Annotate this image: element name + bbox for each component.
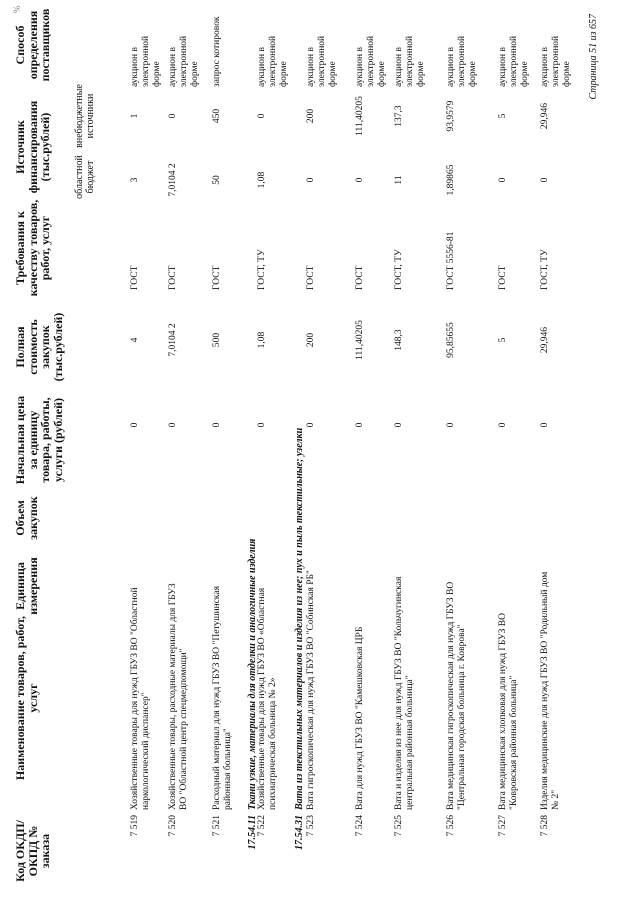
cell-regional: 0	[498, 177, 508, 183]
group-code: 17.54.31	[294, 815, 305, 850]
cell-total: 1,08	[257, 331, 267, 349]
order-code: 7 528	[540, 815, 550, 837]
procurement-method: аукцион в электронной форме	[130, 35, 162, 87]
cell-regional: 0	[355, 177, 365, 183]
cell-regional: 0	[540, 177, 550, 183]
header-total: Полная стоимость закупок (тыс.рублей)	[13, 312, 65, 382]
order-code: 7 523	[306, 815, 316, 837]
item-name: Хозяйственные товары для нужд ГБУЗ ВО "Областной наркологический диспансер"	[130, 587, 151, 810]
header-source-extra: внебюджетные источники	[74, 84, 96, 148]
quality-requirement: ГОСТ 5556-81	[446, 231, 456, 290]
cell-total: 7,0104 2	[168, 323, 178, 357]
order-code: 7 526	[446, 815, 456, 837]
quality-requirement: ГОСТ	[130, 265, 140, 290]
order-code: 7 519	[130, 815, 140, 837]
procurement-method: аукцион в электронной форме	[257, 35, 289, 87]
procurement-method: аукцион в электронной форме	[540, 35, 572, 87]
cell-total: 95,85655	[446, 322, 456, 358]
procurement-method: аукцион в электронной форме	[355, 35, 387, 87]
header-method: Способ определения поставщиков	[13, 8, 52, 82]
quality-requirement: ГОСТ	[498, 265, 508, 290]
cell-price: 0	[212, 422, 222, 428]
item-name: Вата медицинская хлопковая для нужд ГБУЗ ВО "Ковровская районная больница"	[498, 613, 519, 810]
cell-total: 200	[306, 332, 316, 348]
header-code: Код ОКДП/ ОКПД № заказа	[13, 820, 52, 882]
cell-price: 0	[168, 422, 178, 428]
cell-price: 0	[257, 422, 267, 428]
group-name: Ткани узкие, материалы для отделки и аналогичные изделия	[247, 538, 258, 810]
quality-requirement: ГОСТ	[168, 265, 178, 290]
item-name: Хозяйственные товары, расходные материалы для ГБУЗ ВО "Областной центр спецмедпомощи"	[168, 583, 189, 810]
item-name: Хозяйственные товары для нужд ГБУЗ ВО «Областная психиатрическая больница № 2»	[257, 587, 278, 810]
cell-price: 0	[394, 422, 404, 428]
group-code: 17.54.11	[247, 815, 258, 850]
quality-requirement: ГОСТ, ТУ	[394, 249, 404, 290]
item-name: Вата для нужд ГБУЗ ВО "Камешковская ЦРБ	[355, 626, 365, 810]
header-source: Источник финансирования (тыс.рублей)	[13, 100, 52, 194]
cell-price: 0	[446, 422, 456, 428]
item-name: Вата гигроскопическая для нужд ГБУЗ ВО "Собинская РБ"	[306, 570, 316, 810]
group-name: Вата из текстильных материалов и изделия из нее; пух и пыль текстильные; узелки	[294, 427, 305, 810]
order-code: 7 522	[257, 815, 267, 837]
order-code: 7 525	[394, 815, 404, 837]
order-code: 7 524	[355, 815, 365, 837]
cell-total: 500	[212, 332, 222, 348]
cell-total: 111,40205	[355, 320, 365, 360]
cell-total: 29,946	[540, 326, 550, 354]
cell-total: 4	[130, 337, 140, 343]
cell-price: 0	[130, 422, 140, 428]
order-code: 7 521	[212, 815, 222, 837]
order-code: 7 527	[498, 815, 508, 837]
header-quality: Требования к качеству товаров, работ, услуг	[13, 199, 52, 297]
cell-price: 0	[498, 422, 508, 428]
item-name: Изделия медицинские для нужд ГБУЗ ВО "Родильный дом № 2"	[540, 571, 561, 810]
quality-requirement: ГОСТ	[306, 265, 316, 290]
cell-regional: 0	[306, 177, 316, 183]
cell-regional: 3	[130, 177, 140, 183]
cell-extra: 0	[257, 113, 267, 119]
cell-price: 0	[306, 422, 316, 428]
cell-price: 0	[355, 422, 365, 428]
cell-extra: 137,3	[394, 105, 404, 127]
header-name: Наименование товаров, работ, услуг	[13, 615, 40, 781]
item-name: Вата и изделия из нее для нужд ГБУЗ ВО "Кольчугинская центральная районная больница"	[394, 576, 415, 810]
cell-extra: 450	[212, 108, 222, 124]
cell-regional: 1,89865	[446, 164, 456, 196]
quality-requirement: ГОСТ, ТУ	[540, 249, 550, 290]
cell-total: 5	[498, 337, 508, 343]
cell-extra: 93,9579	[446, 100, 456, 132]
procurement-method: аукцион в электронной форме	[168, 35, 200, 87]
header-source-regional: областной бюджет	[74, 155, 96, 199]
quality-requirement: ГОСТ, ТУ	[257, 249, 267, 290]
header-unit: Единица измерения	[13, 557, 40, 615]
cell-regional: 11	[394, 175, 404, 185]
scan-mark: %	[12, 5, 22, 13]
cell-extra: 111,40205	[355, 96, 365, 136]
item-name: Вата медицинская гигроскопическая для нужд ГБУЗ ВО "Центральная городская больница г. Коврова"	[446, 581, 467, 810]
quality-requirement: ГОСТ	[212, 265, 222, 290]
procurement-method: аукцион в электронной форме	[394, 35, 426, 87]
procurement-method: аукцион в электронной форме	[498, 35, 530, 87]
cell-regional: 1,08	[257, 171, 267, 189]
cell-extra: 200	[306, 108, 316, 124]
cell-total: 148,3	[394, 329, 404, 351]
procurement-method: запрос котировок	[212, 16, 222, 87]
page-footer: Страница 51 из 657	[588, 14, 599, 100]
cell-extra: 5	[498, 113, 508, 119]
order-code: 7 520	[168, 815, 178, 837]
cell-extra: 1	[130, 113, 140, 119]
header-price: Начальная цена за единицу товара, работы, услуги (рублей)	[13, 395, 65, 485]
procurement-method: аукцион в электронной форме	[446, 35, 478, 87]
header-volume: Объем закупок	[13, 496, 40, 540]
quality-requirement: ГОСТ	[355, 265, 365, 290]
procurement-method: аукцион в электронной форме	[306, 35, 338, 87]
cell-regional: 50	[212, 175, 222, 185]
item-name: Расходный материал для нужд ГБУЗ ВО "Петушинская районная больница"	[212, 586, 233, 810]
cell-regional: 7,0104 2	[168, 163, 178, 197]
cell-extra: 29,946	[540, 102, 550, 130]
cell-extra: 0	[168, 113, 178, 119]
cell-price: 0	[540, 422, 550, 428]
